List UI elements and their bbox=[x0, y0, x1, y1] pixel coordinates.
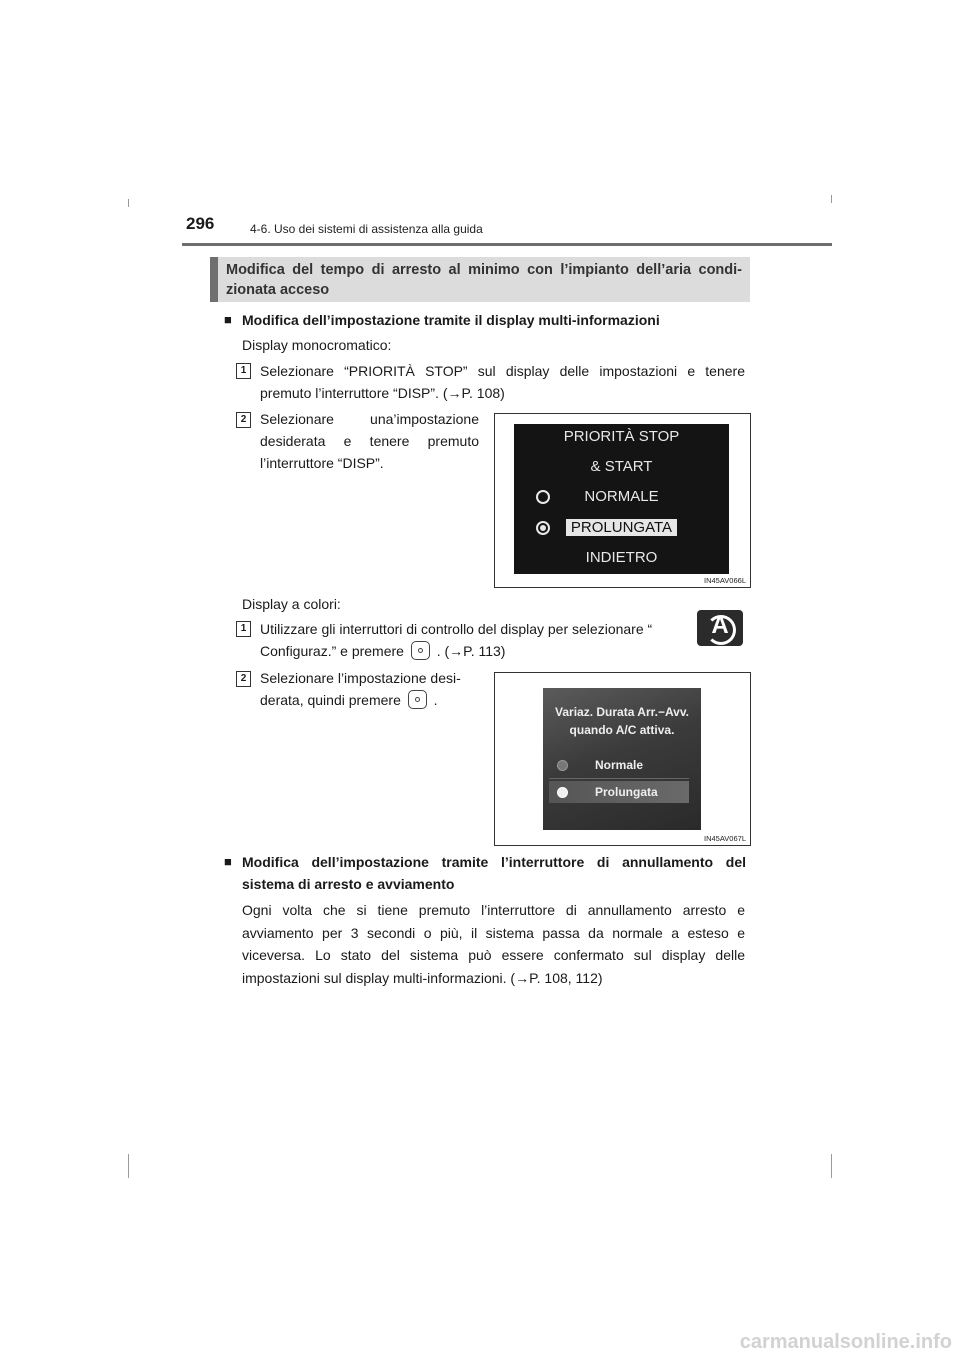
header-rule bbox=[182, 243, 832, 246]
sub-heading-text: Modifica dell’impostazione tramite l’interruttore di annullamento del sistema di arresto e avviamento bbox=[242, 854, 746, 892]
color-option-label: Normale bbox=[595, 758, 644, 772]
step-number: 1 bbox=[236, 363, 251, 379]
step-text-continued bbox=[260, 689, 438, 711]
crop-mark bbox=[128, 199, 129, 207]
step-text-part: Configuraz.” e premere bbox=[260, 643, 404, 659]
step-text: Utilizzare gli interruttori di controllo del display per selezionare “ bbox=[260, 621, 653, 637]
auto-settings-icon-letter: A bbox=[711, 612, 729, 639]
watermark: carmanualsonline.info bbox=[739, 1331, 952, 1353]
mono-display-screen bbox=[514, 424, 729, 574]
option-divider bbox=[549, 778, 689, 779]
step-text: Selezionare “PRIORITÀ STOP” sul display delle impostazioni e tenere premuto l’interruttore “DISP”. (→P. 108) bbox=[260, 363, 745, 401]
sub-heading-switch bbox=[224, 851, 746, 895]
mono-option-normal: NORMALE bbox=[584, 488, 659, 505]
square-bullet-icon: ■ bbox=[224, 312, 232, 327]
color-option-extended bbox=[549, 781, 689, 803]
mono-option-back: INDIETRO bbox=[585, 549, 658, 566]
body-paragraph: Ogni volta che si tiene premuto l’interruttore di annullamento arresto e avviamento per 3 secondi o più, il sistema passa da normale a esteso e viceversa. Lo stato del sistema può essere confermato sul display delle impostazioni sul display multi-informazioni. (→P. 108, 112) bbox=[242, 902, 745, 986]
step-text-part: . (→P. 113) bbox=[436, 643, 506, 659]
color-option-normal bbox=[549, 754, 689, 776]
step-text: Selezionare una’impostazione desiderata e tenere premuto l’interruttore “DISP”. bbox=[260, 411, 479, 471]
radio-selected-icon bbox=[557, 787, 568, 798]
color-display-figure bbox=[494, 672, 751, 846]
color-display-label: Display a colori: bbox=[242, 596, 341, 612]
color-title-line: quando A/C attiva. bbox=[569, 723, 675, 737]
color-display-screen bbox=[543, 688, 701, 830]
mono-display-figure bbox=[494, 413, 751, 588]
color-title-line: Variaz. Durata Arr.−Avv. bbox=[555, 705, 689, 719]
crop-mark bbox=[831, 1154, 832, 1178]
step-number: 2 bbox=[236, 412, 251, 428]
step-text-part: . bbox=[433, 692, 438, 708]
mono-title-line: & START bbox=[590, 458, 653, 475]
step-number: 1 bbox=[236, 621, 251, 637]
mono-option-extended-label: PROLUNGATA bbox=[566, 519, 677, 536]
step-text: Selezionare l’impostazione desi- bbox=[260, 670, 461, 686]
page-number: 296 bbox=[186, 214, 215, 233]
heading-text: Modifica del tempo di arresto al minimo con l’impianto dell’aria condi-zionata acceso bbox=[226, 262, 742, 298]
ok-button-icon bbox=[408, 690, 427, 709]
figure-code: IN45AV067L bbox=[704, 834, 746, 843]
step-number: 2 bbox=[236, 671, 251, 687]
color-option-label: Prolungata bbox=[595, 785, 658, 799]
auto-settings-icon bbox=[697, 610, 743, 646]
mono-option-extended bbox=[514, 519, 729, 536]
radio-empty-icon bbox=[557, 760, 568, 771]
step-text-part: derata, quindi premere bbox=[260, 692, 401, 708]
square-bullet-icon: ■ bbox=[224, 854, 232, 869]
step-text-continued bbox=[260, 640, 505, 662]
crop-mark bbox=[128, 1154, 129, 1178]
mono-display-label: Display monocromatico: bbox=[242, 337, 392, 353]
crop-mark bbox=[831, 195, 832, 203]
sub-heading-display bbox=[224, 309, 746, 331]
mono-title-line: PRIORITÀ STOP bbox=[563, 428, 680, 445]
figure-code: IN45AV066L bbox=[704, 576, 746, 585]
sub-heading-text: Modifica dell’impostazione tramite il display multi-informazioni bbox=[242, 312, 660, 328]
section-title: 4-6. Uso dei sistemi di assistenza alla guida bbox=[250, 222, 483, 236]
ok-button-icon bbox=[411, 641, 430, 660]
heading-bar bbox=[210, 257, 218, 302]
heading-box bbox=[210, 257, 750, 302]
